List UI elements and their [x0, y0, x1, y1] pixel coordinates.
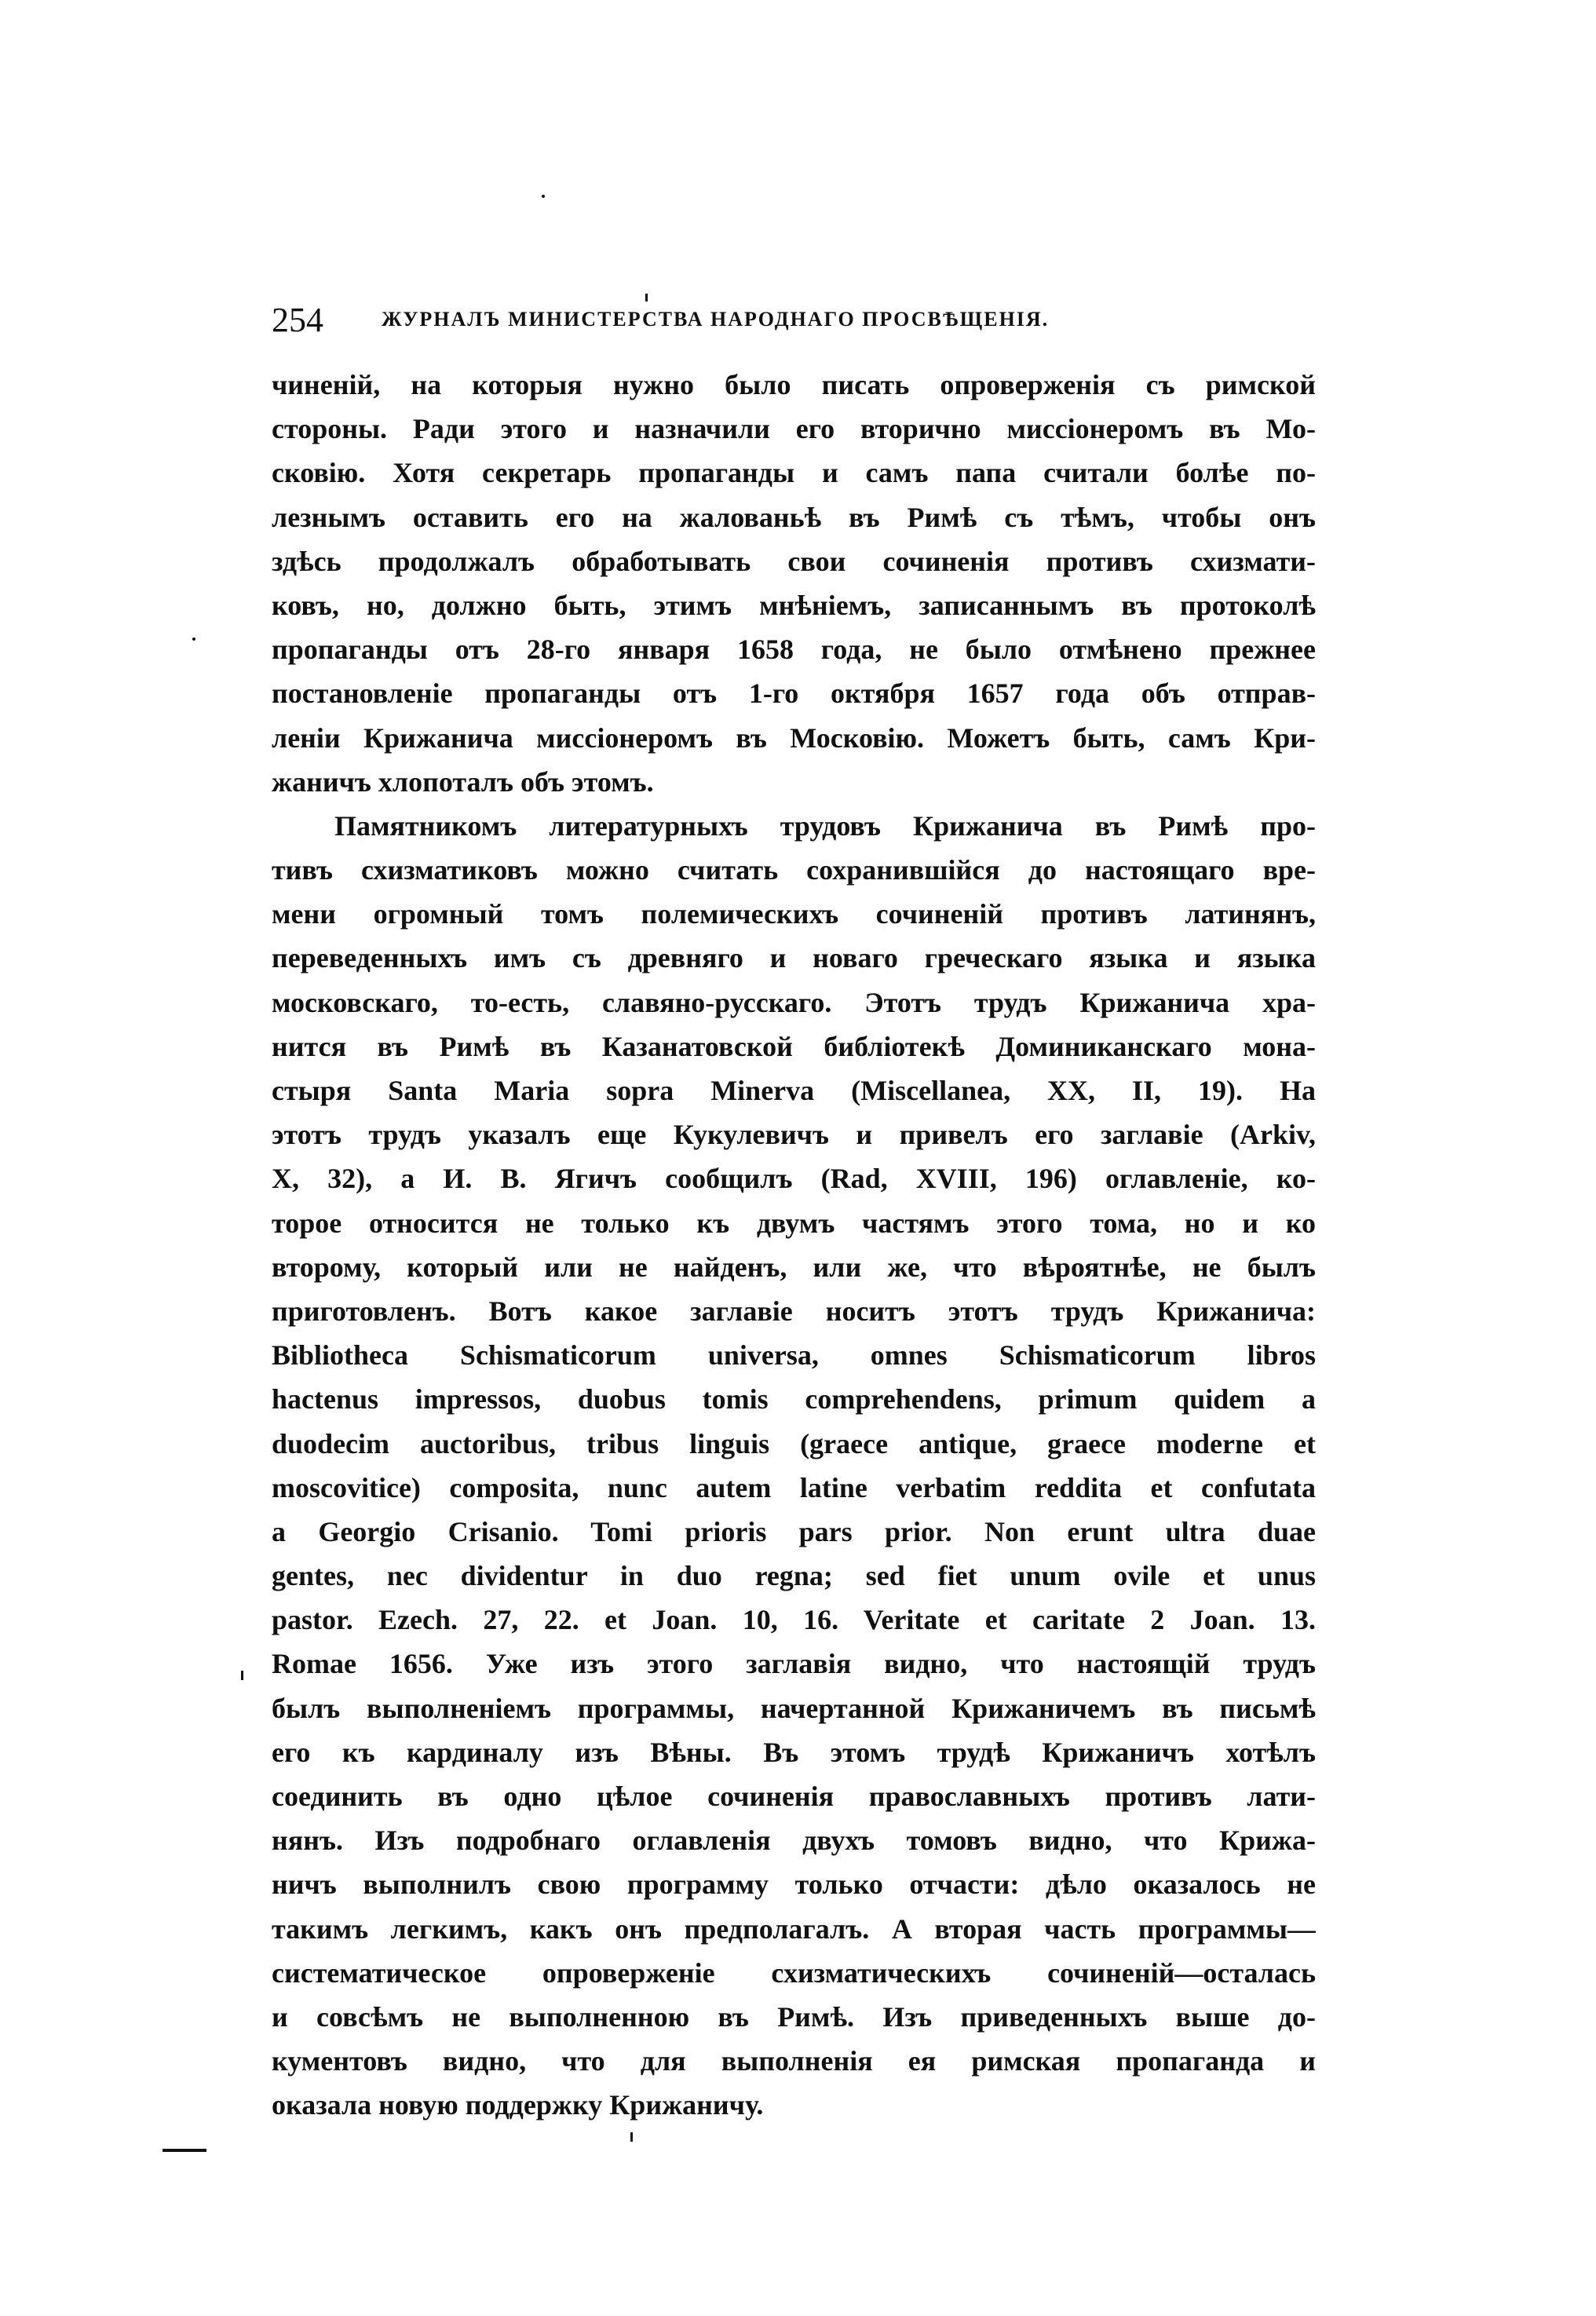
text-line: постановленіе пропаганды отъ 1-го октября 1657 года объ отправ- [272, 678, 1316, 710]
text-line: ничъ выполнилъ свою программу только отчасти: дѣло оказалось не [272, 1869, 1316, 1901]
scan-speck [241, 1671, 243, 1680]
text-line: мени огромный томъ полемическихъ сочиненій противъ латинянъ, [272, 898, 1316, 930]
page-header [272, 300, 1316, 347]
scan-speck [192, 637, 195, 641]
text-line: второму, который или не найденъ, или же, что вѣроятнѣе, не былъ [272, 1251, 1316, 1283]
text-line: систематическое опроверженіе схизматическихъ сочиненій—осталась [272, 1956, 1316, 1989]
text-line: duodecim auctoribus, tribus linguis (graece antique, graece moderne et [272, 1427, 1316, 1459]
page-number: 254 [272, 301, 323, 339]
text-line: соединить въ одно цѣлое сочиненія православныхъ противъ лати- [272, 1781, 1316, 1812]
running-title: ЖУРНАЛЪ МИНИСТЕРСТВА НАРОДНАГО ПРОСВѢЩЕНІЯ. [382, 308, 1050, 331]
text-line: его къ кардиналу изъ Вѣны. Въ этомъ трудѣ Крижаничъ хотѣлъ [272, 1736, 1316, 1768]
text-line: пропаганды отъ 28-го января 1658 года, не было отмѣнено прежнее [272, 634, 1316, 666]
text-line: hactenus impressos, duobus tomis comprehendens, primum quidem a [272, 1383, 1316, 1416]
body-text [272, 363, 1316, 2128]
scan-dash-mark [163, 2149, 206, 2152]
text-line: a Georgio Crisanio. Tomi prioris pars prior. Non erunt ultra duae [272, 1515, 1316, 1547]
text-line: стыря Santa Maria sopra Minerva (Miscellanea, XX, II, 19). На [272, 1075, 1316, 1106]
text-line: тивъ схизматиковъ можно считать сохранившійся до настоящаго вре- [272, 854, 1316, 886]
text-line: приготовленъ. Вотъ какое заглавіе носитъ этотъ трудъ Крижанича: [272, 1295, 1316, 1327]
text-line: moscovitice) composita, nunc autem latine verbatim reddita et confutata [272, 1471, 1316, 1503]
paragraph-first-line: Памятникомъ литературныхъ трудовъ Крижанича въ Римѣ про- [334, 809, 1316, 842]
scan-speck [630, 2132, 633, 2142]
text-line: жаничъ хлопоталъ объ этомъ. [272, 765, 654, 798]
text-line: этотъ трудъ указалъ еще Кукулевичъ и привелъ его заглавіе (Arkiv, [272, 1119, 1316, 1151]
text-line: gentes, nec dividentur in duo regna; sed fiet unum ovile et unus [272, 1560, 1316, 1592]
text-line: переведенныхъ имъ съ древняго и новаго греческаго языка и языка [272, 942, 1316, 974]
text-line: лезнымъ оставить его на жалованьѣ въ Римѣ съ тѣмъ, чтобы онъ [272, 501, 1316, 533]
text-line: pastor. Ezech. 27, 22. et Joan. 10, 16. Veritate et caritate 2 Joan. 13. [272, 1604, 1316, 1636]
text-line: леніи Крижанича миссіонеромъ въ Московію. Можетъ быть, самъ Кри- [272, 721, 1316, 754]
text-line: нится въ Римѣ въ Казанатовской библіотекѣ Доминиканскаго мона- [272, 1030, 1316, 1062]
text-line: Romae 1656. Уже изъ этого заглавія видно, что настоящій трудъ [272, 1648, 1316, 1680]
text-line: оказала новую поддержку Крижаничу. [272, 2089, 764, 2121]
text-line: чиненій, на которыя нужно было писать опроверженія съ римской [272, 369, 1316, 400]
text-line: стороны. Ради этого и назначили его вторично миссіонеромъ въ Мо- [272, 413, 1316, 445]
text-line: ковъ, но, должно быть, этимъ мнѣніемъ, записаннымъ въ протоколѣ [272, 589, 1316, 621]
scan-speck [542, 195, 545, 198]
text-line: торое относится не только къ двумъ частямъ этого тома, но и ко [272, 1207, 1316, 1239]
text-line: былъ выполненіемъ программы, начертанной Крижаничемъ въ письмѣ [272, 1692, 1316, 1724]
text-line: нянъ. Изъ подробнаго оглавленія двухъ томовъ видно, что Крижа- [272, 1825, 1316, 1857]
text-line: и совсѣмъ не выполненною въ Римѣ. Изъ приведенныхъ выше до- [272, 2000, 1316, 2033]
text-line: такимъ легкимъ, какъ онъ предполагалъ. А вторая часть программы— [272, 1912, 1316, 1945]
text-line: Bibliotheca Schismaticorum universa, omnes Schismaticorum libros [272, 1339, 1316, 1372]
text-line: здѣсь продолжалъ обработывать свои сочиненія противъ схизмати- [272, 545, 1316, 577]
text-line: сковію. Хотя секретарь пропаганды и самъ папа считали болѣе по- [272, 457, 1316, 489]
text-line: московскаго, то-есть, славяно-русскаго. Этотъ трудъ Крижанича хра- [272, 986, 1316, 1018]
text-line: X, 32), а И. В. Ягичъ сообщилъ (Rad, XVIII, 196) оглавленіе, ко- [272, 1163, 1316, 1195]
text-line: кументовъ видно, что для выполненія ея римская пропаганда и [272, 2045, 1316, 2077]
